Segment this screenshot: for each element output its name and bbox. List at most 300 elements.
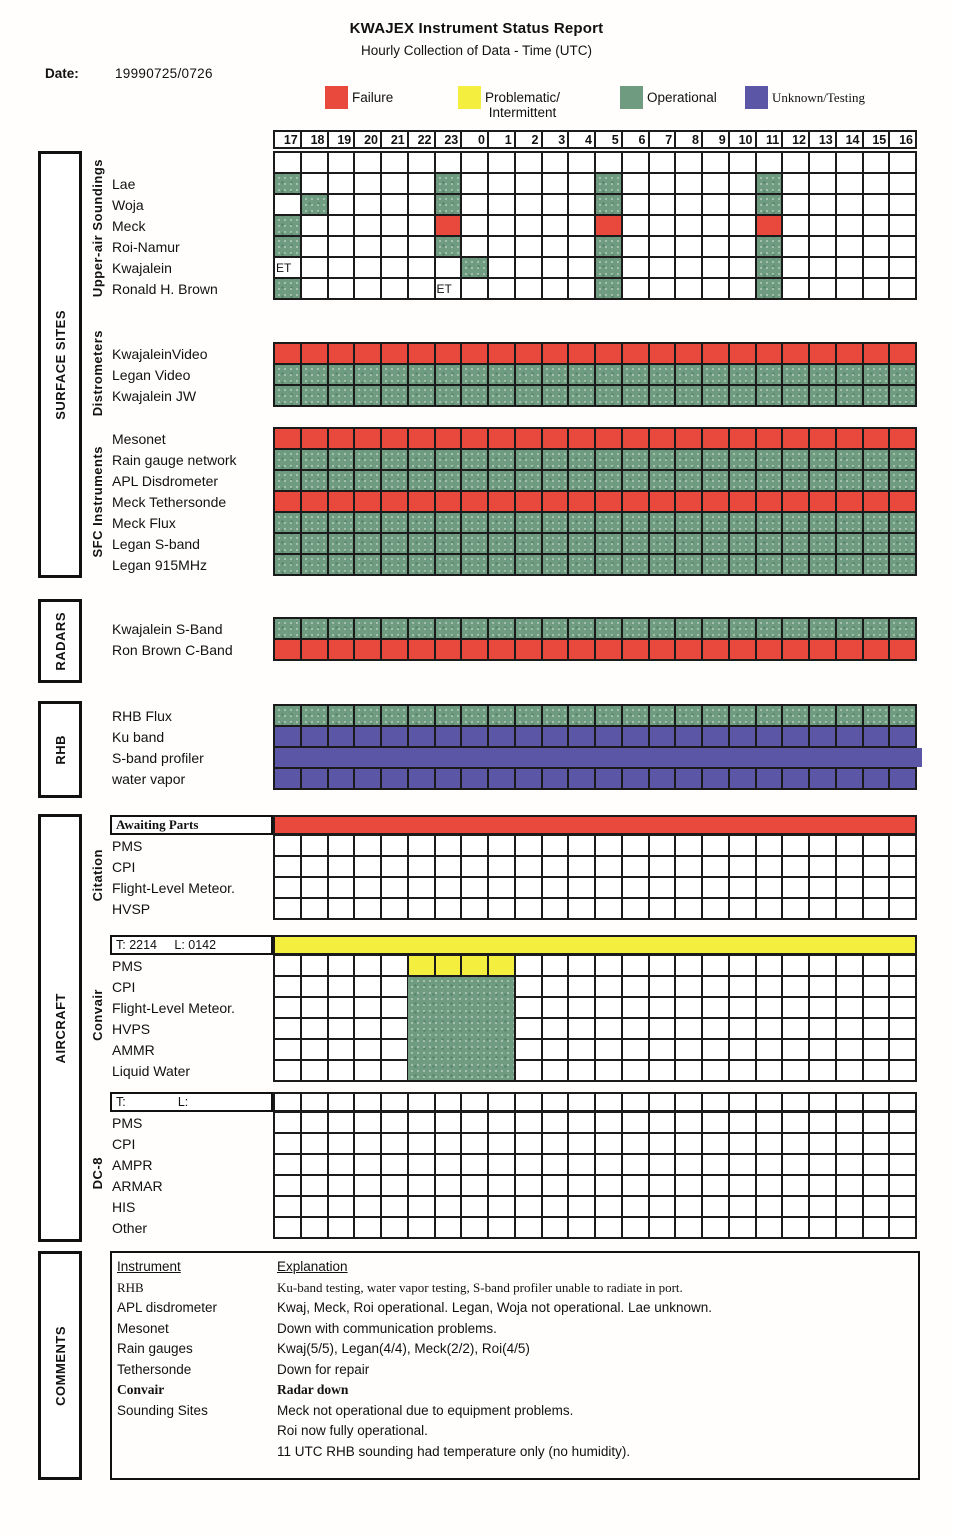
status-cell [436,878,461,897]
status-cell [516,857,541,876]
status-cell [864,555,889,574]
status-cell [757,555,782,574]
status-cell [516,878,541,897]
status-cell [864,1176,889,1195]
status-cell [810,534,835,553]
status-cell [596,619,621,638]
status-cell [837,1197,862,1216]
status-cell [409,1113,434,1132]
status-cell [329,195,354,214]
status-cell [837,386,862,405]
status-cell [623,450,648,469]
status-cell [890,878,915,897]
row-label: Meck Tethersonde [112,494,227,510]
status-cell [543,857,568,876]
status-cell [329,237,354,256]
status-cell [543,727,568,746]
status-cell [676,1134,701,1153]
hour-label: 10 [730,132,755,147]
status-cell [409,365,434,384]
status-cell [382,1134,407,1153]
status-cell [382,1094,407,1110]
status-cell [355,1094,380,1110]
status-cell [462,727,487,746]
status-cell [676,727,701,746]
status-cell [489,386,514,405]
status-cell [676,836,701,855]
status-cell [596,258,621,277]
row-label: Legan S-band [112,536,200,552]
status-cell [382,386,407,405]
status-cell [275,857,300,876]
status-cell [890,174,915,193]
status-cell [890,1155,915,1174]
status-cell [837,1040,862,1059]
status-cell [783,386,808,405]
status-cell [516,513,541,532]
status-cell [623,534,648,553]
comment-row [112,1360,918,1381]
status-cell [436,706,461,725]
status-cell [462,769,487,788]
convair-title-box: T: 2214 L: 0142 [110,935,273,955]
comment-line: Meck not operational due to equipment problems. [277,1402,574,1418]
status-cell [864,1218,889,1237]
status-cell [302,706,327,725]
status-cell [810,878,835,897]
status-cell [623,1176,648,1195]
status-cell [596,1176,621,1195]
status-cell [650,216,675,235]
status-cell [596,1134,621,1153]
status-cell [810,195,835,214]
row-label: S-band profiler [112,750,204,766]
status-cell [837,216,862,235]
status-cell [355,706,380,725]
failure-swatch [325,86,348,109]
status-cell [810,899,835,918]
status-cell [382,1113,407,1132]
status-cell [355,769,380,788]
status-cell [650,769,675,788]
status-cell [436,1218,461,1237]
status-cell [596,1197,621,1216]
hour-label: 3 [543,132,568,147]
comment-line: Kwaj(5/5), Legan(4/4), Meck(2/2), Roi(4/5) [277,1341,530,1356]
status-cell [329,513,354,532]
status-cell [516,727,541,746]
page-title: KWAJEX Instrument Status Report [349,20,604,37]
row-label: Kwajalein [112,260,172,276]
status-cell [302,956,327,975]
row-label: Ronald H. Brown [112,281,218,297]
status-cell [436,450,461,469]
status-cell [382,174,407,193]
status-cell [703,878,728,897]
hour-label: 16 [890,132,915,147]
status-cell [730,1176,755,1195]
status-cell [864,836,889,855]
status-cell [890,706,915,725]
status-cell [596,706,621,725]
status-cell [703,386,728,405]
comment-line: Down for repair [277,1361,370,1377]
status-cell [569,555,594,574]
status-cell [730,836,755,855]
status-cell [623,878,648,897]
status-cell [650,1134,675,1153]
status-cell [543,195,568,214]
status-cell [569,450,594,469]
status-cell [730,534,755,553]
status-cell [275,998,300,1017]
status-cell [596,1040,621,1059]
status-cell [837,534,862,553]
status-cell [382,956,407,975]
status-cell [864,878,889,897]
status-cell [810,1176,835,1195]
status-cell [489,1176,514,1195]
status-cell [489,640,514,659]
status-cell [783,1197,808,1216]
status-cell [703,534,728,553]
status-cell [783,956,808,975]
status-cell [462,450,487,469]
status-cell [703,836,728,855]
status-cell [275,727,300,746]
status-cell [302,1155,327,1174]
status-cell [275,492,300,511]
status-cell [516,534,541,553]
status-cell [275,471,300,490]
status-cell [489,258,514,277]
status-cell [890,769,915,788]
status-cell [543,555,568,574]
status-cell [730,429,755,448]
status-cell [810,258,835,277]
status-cell [569,258,594,277]
status-cell [676,1061,701,1080]
status-cell [462,857,487,876]
status-cell [275,174,300,193]
status-cell [355,619,380,638]
status-cell [569,386,594,405]
status-cell [382,1218,407,1237]
status-cell [516,836,541,855]
status-cell [757,1176,782,1195]
hour-label: 18 [302,132,327,147]
status-cell [864,727,889,746]
row-label: CPI [112,859,136,875]
status-cell [757,471,782,490]
status-cell [864,1019,889,1038]
status-cell [436,769,461,788]
status-cell [783,1040,808,1059]
status-cell [596,1094,621,1110]
status-cell [890,429,915,448]
row-label: PMS [112,958,143,974]
status-cell [302,1061,327,1080]
status-cell [703,706,728,725]
status-cell [783,534,808,553]
status-cell [355,1176,380,1195]
status-cell [783,492,808,511]
status-cell [650,956,675,975]
status-cell [783,195,808,214]
status-cell [676,899,701,918]
status-cell [757,1218,782,1237]
status-cell [462,344,487,363]
status-cell [516,1155,541,1174]
status-cell [757,258,782,277]
row-label: CPI [112,1136,136,1152]
status-cell [623,279,648,298]
status-cell [783,513,808,532]
status-cell [783,1019,808,1038]
status-cell [543,344,568,363]
status-cell [409,450,434,469]
status-cell [890,1094,915,1110]
status-cell [864,429,889,448]
status-cell [302,769,327,788]
status-cell [409,344,434,363]
status-cell [569,195,594,214]
status-cell [623,153,648,172]
status-cell [676,429,701,448]
status-cell [650,836,675,855]
status-cell [436,1176,461,1195]
status-cell [757,174,782,193]
status-cell [355,1218,380,1237]
status-cell [783,769,808,788]
status-cell [409,706,434,725]
status-cell [275,216,300,235]
status-cell [275,1019,300,1038]
status-cell [569,153,594,172]
comment-line: Down with communication problems. [277,1320,497,1336]
status-cell [730,998,755,1017]
status-cell [382,706,407,725]
status-cell [650,534,675,553]
status-cell [516,899,541,918]
status-cell [730,492,755,511]
status-cell [409,899,434,918]
row-label: Kwajalein JW [112,388,197,404]
status-cell [355,1040,380,1059]
status-cell [302,258,327,277]
status-cell [676,534,701,553]
status-cell [329,998,354,1017]
status-cell [329,1176,354,1195]
status-cell [516,195,541,214]
status-cell [650,174,675,193]
status-cell [757,216,782,235]
status-cell [596,1218,621,1237]
operational-swatch [620,86,643,109]
status-cell [275,1040,300,1059]
status-cell [650,977,675,996]
status-cell [623,386,648,405]
status-cell [837,956,862,975]
row-label: Meck Flux [112,515,176,531]
status-cell [355,216,380,235]
group-label-distrometers: Distrometers [89,329,105,417]
status-cell [703,450,728,469]
status-cell [275,386,300,405]
status-cell [864,1155,889,1174]
status-cell [436,174,461,193]
status-cell [329,899,354,918]
status-cell [864,706,889,725]
status-cell [355,195,380,214]
status-cell [703,216,728,235]
radars-label: RADARS [52,611,68,671]
status-cell [730,195,755,214]
status-cell [462,878,487,897]
status-cell [890,1113,915,1132]
status-cell [382,878,407,897]
status-cell [436,899,461,918]
status-cell [676,492,701,511]
sidebar-box-radars [38,599,82,683]
status-cell [569,534,594,553]
status-cell [382,237,407,256]
status-cell [596,174,621,193]
status-cell [436,1155,461,1174]
status-cell [757,195,782,214]
row-label: APL Disdrometer [112,473,219,489]
status-cell [382,998,407,1017]
status-cell [569,279,594,298]
status-cell [730,727,755,746]
status-cell [543,956,568,975]
status-cell [409,1176,434,1195]
status-cell [757,998,782,1017]
status-cell [650,1094,675,1110]
status-cell [596,836,621,855]
status-cell [864,534,889,553]
status-cell [329,429,354,448]
status-cell [623,1155,648,1174]
status-cell [409,619,434,638]
status-cell [489,365,514,384]
status-cell [382,429,407,448]
status-cell [837,344,862,363]
status-cell [864,279,889,298]
status-cell [489,899,514,918]
date-label: Date: [45,66,79,81]
status-cell [757,450,782,469]
status-cell [489,619,514,638]
row-label: water vapor [112,771,186,787]
status-cell [329,956,354,975]
status-cell [329,450,354,469]
status-cell [409,555,434,574]
status-cell [703,429,728,448]
comment-line: Roi now fully operational. [277,1423,428,1438]
status-cell [810,1019,835,1038]
status-cell [730,1197,755,1216]
status-cell [837,1218,862,1237]
status-cell [596,365,621,384]
legend-item-unknown-testing [745,86,865,109]
status-cell [516,429,541,448]
status-cell [650,153,675,172]
group-label-sfc-instruments: SFC Instruments [89,446,105,558]
status-cell [676,1176,701,1195]
status-cell [757,1197,782,1216]
status-cell [382,258,407,277]
status-cell [516,492,541,511]
status-cell [837,174,862,193]
status-cell [489,769,514,788]
status-cell [623,727,648,746]
status-cell [436,640,461,659]
status-cell [650,1113,675,1132]
status-cell [543,1197,568,1216]
status-cell [864,237,889,256]
status-cell [676,365,701,384]
status-cell [757,492,782,511]
status-cell [329,1061,354,1080]
status-cell [516,555,541,574]
status-cell [462,1155,487,1174]
status-cell: ET [275,258,300,277]
status-grid-soundings [273,151,917,300]
status-cell [516,706,541,725]
status-cell [382,899,407,918]
status-cell [703,279,728,298]
status-cell [864,471,889,490]
status-cell [409,1218,434,1237]
status-cell [864,450,889,469]
status-cell [890,1197,915,1216]
group-label-citation: Citation [89,849,105,902]
status-cell [489,153,514,172]
comment-line: Kwaj, Meck, Roi operational. Legan, Woja not operational. Lae unknown. [277,1300,713,1315]
status-cell [275,429,300,448]
status-cell [462,836,487,855]
hour-label: 12 [783,132,808,147]
status-cell [703,492,728,511]
status-cell [382,727,407,746]
status-cell [730,899,755,918]
status-cell [623,769,648,788]
status-cell [543,1176,568,1195]
status-cell [623,640,648,659]
status-cell [516,619,541,638]
status-cell [757,1040,782,1059]
status-cell [783,1094,808,1110]
row-label: Lae [112,176,136,192]
status-cell [516,450,541,469]
status-cell [462,555,487,574]
status-cell [462,956,487,975]
status-cell [676,1113,701,1132]
status-grid-distrometers [273,342,917,407]
status-cell [462,619,487,638]
hour-label: 11 [757,132,782,147]
status-cell [436,344,461,363]
status-cell [382,1061,407,1080]
legend-item-problematic [458,86,560,120]
status-cell [489,216,514,235]
status-cell [650,492,675,511]
status-cell [890,1061,915,1080]
status-cell [837,1176,862,1195]
status-cell [810,836,835,855]
status-cell [409,1134,434,1153]
